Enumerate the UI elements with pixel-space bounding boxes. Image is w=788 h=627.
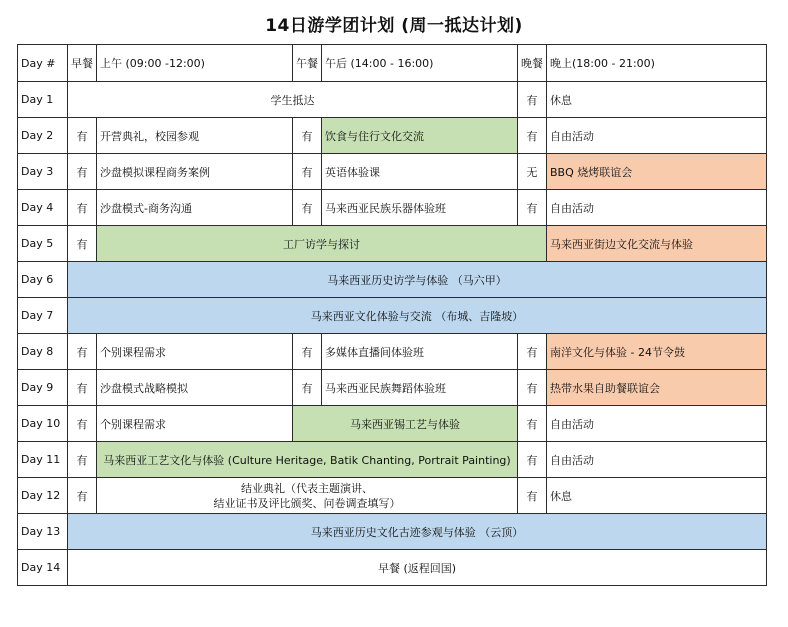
- breakfast-cell: 有: [68, 154, 97, 190]
- page-title: 14日游学团计划 (周一抵达计划): [265, 16, 523, 36]
- day-label: Day 5: [18, 226, 68, 262]
- table-row-day-5: [18, 226, 767, 262]
- schedule-table: [17, 44, 767, 586]
- table-row-day-12: [18, 478, 767, 514]
- afternoon-cell: 马来西亚民族乐器体验班: [322, 190, 518, 226]
- header-morning: 上午 (09:00 -12:00): [97, 45, 293, 82]
- evening-cell: 自由活动: [547, 118, 767, 154]
- lunch-cell: 有: [293, 370, 322, 406]
- header-breakfast: 早餐: [68, 45, 97, 82]
- day-label: Day 11: [18, 442, 68, 478]
- lunch-cell: 有: [293, 334, 322, 370]
- day-label: Day 4: [18, 190, 68, 226]
- header-day: Day #: [18, 45, 68, 82]
- header-evening: 晚上(18:00 - 21:00): [547, 45, 767, 82]
- lunch-cell: 有: [293, 190, 322, 226]
- dinner-cell: 有: [518, 82, 547, 118]
- day-label: Day 12: [18, 478, 68, 514]
- header-row: [18, 45, 767, 82]
- afternoon-cell: 英语体验课: [322, 154, 518, 190]
- lunch-cell: 有: [293, 118, 322, 154]
- table-row-day-9: [18, 370, 767, 406]
- breakfast-cell: 有: [68, 334, 97, 370]
- full-day-activity-cell: 马来西亚文化体验与交流 （布城、吉隆坡）: [68, 298, 767, 334]
- day-label: Day 3: [18, 154, 68, 190]
- ceremony-line-1: 结业典礼（代表主题演讲、: [241, 481, 373, 495]
- table-row-day-8: [18, 334, 767, 370]
- evening-cell: BBQ 烧烤联谊会: [547, 154, 767, 190]
- afternoon-cell: 马来西亚民族舞蹈体验班: [322, 370, 518, 406]
- morning-cell: 沙盘模式战略模拟: [97, 370, 293, 406]
- evening-cell: 热带水果自助餐联谊会: [547, 370, 767, 406]
- table-row-day-14: [18, 550, 767, 586]
- day-label: Day 2: [18, 118, 68, 154]
- morning-cell: 开营典礼，校园参观: [97, 118, 293, 154]
- afternoon-cell: 多媒体直播间体验班: [322, 334, 518, 370]
- day-label: Day 7: [18, 298, 68, 334]
- morning-cell: 沙盘模式-商务沟通: [97, 190, 293, 226]
- ceremony-cell: [97, 478, 518, 514]
- breakfast-cell: 有: [68, 442, 97, 478]
- dinner-cell: 无: [518, 154, 547, 190]
- full-day-activity-cell: 马来西亚历史访学与体验 （马六甲）: [68, 262, 767, 298]
- dinner-cell: 有: [518, 406, 547, 442]
- morning-cell: 个别课程需求: [97, 406, 293, 442]
- dinner-cell: 有: [518, 190, 547, 226]
- dinner-cell: 有: [518, 370, 547, 406]
- dinner-cell: 有: [518, 334, 547, 370]
- dinner-cell: 有: [518, 478, 547, 514]
- header-dinner: 晚餐: [518, 45, 547, 82]
- breakfast-cell: 有: [68, 190, 97, 226]
- arrival-cell: 学生抵达: [68, 82, 518, 118]
- day-label: Day 13: [18, 514, 68, 550]
- table-row-day-6: [18, 262, 767, 298]
- evening-cell: 自由活动: [547, 406, 767, 442]
- day-label: Day 8: [18, 334, 68, 370]
- dinner-cell: 有: [518, 118, 547, 154]
- evening-cell: 南洋文化与体验 - 24节令鼓: [547, 334, 767, 370]
- evening-cell: 自由活动: [547, 442, 767, 478]
- table-row-day-7: [18, 298, 767, 334]
- dinner-cell: 有: [518, 442, 547, 478]
- evening-cell: 自由活动: [547, 190, 767, 226]
- daytime-activity-cell: 马来西亚工艺文化与体验 (Culture Heritage, Batik Chanting, Portrait Painting): [97, 442, 518, 478]
- table-row-day-4: [18, 190, 767, 226]
- table-row-day-11: [18, 442, 767, 478]
- full-day-activity-cell: 马来西亚历史文化古迹参观与体验 （云顶）: [68, 514, 767, 550]
- day-label: Day 10: [18, 406, 68, 442]
- ceremony-line-2: 结业证书及评比颁奖、问卷调查填写）: [213, 496, 401, 510]
- morning-cell: 个别课程需求: [97, 334, 293, 370]
- header-afternoon: 午后 (14:00 - 16:00): [322, 45, 518, 82]
- table-row-day-10: [18, 406, 767, 442]
- afternoon-cell: 马来西亚锡工艺与体验: [293, 406, 518, 442]
- morning-cell: 沙盘模拟课程商务案例: [97, 154, 293, 190]
- departure-cell: 早餐 (返程回国): [68, 550, 767, 586]
- breakfast-cell: 有: [68, 478, 97, 514]
- evening-cell: 休息: [547, 478, 767, 514]
- table-row-day-1: [18, 82, 767, 118]
- table-row-day-13: [18, 514, 767, 550]
- daytime-activity-cell: 工厂访学与探讨: [97, 226, 547, 262]
- table-row-day-2: [18, 118, 767, 154]
- day-label: Day 9: [18, 370, 68, 406]
- lunch-cell: 有: [293, 154, 322, 190]
- breakfast-cell: 有: [68, 406, 97, 442]
- day-label: Day 14: [18, 550, 68, 586]
- breakfast-cell: 有: [68, 370, 97, 406]
- afternoon-cell: 饮食与住行文化交流: [322, 118, 518, 154]
- day-label: Day 6: [18, 262, 68, 298]
- table-row-day-3: [18, 154, 767, 190]
- evening-cell: 马来西亚街边文化交流与体验: [547, 226, 767, 262]
- breakfast-cell: 有: [68, 226, 97, 262]
- header-lunch: 午餐: [293, 45, 322, 82]
- breakfast-cell: 有: [68, 118, 97, 154]
- evening-cell: 休息: [547, 82, 767, 118]
- day-label: Day 1: [18, 82, 68, 118]
